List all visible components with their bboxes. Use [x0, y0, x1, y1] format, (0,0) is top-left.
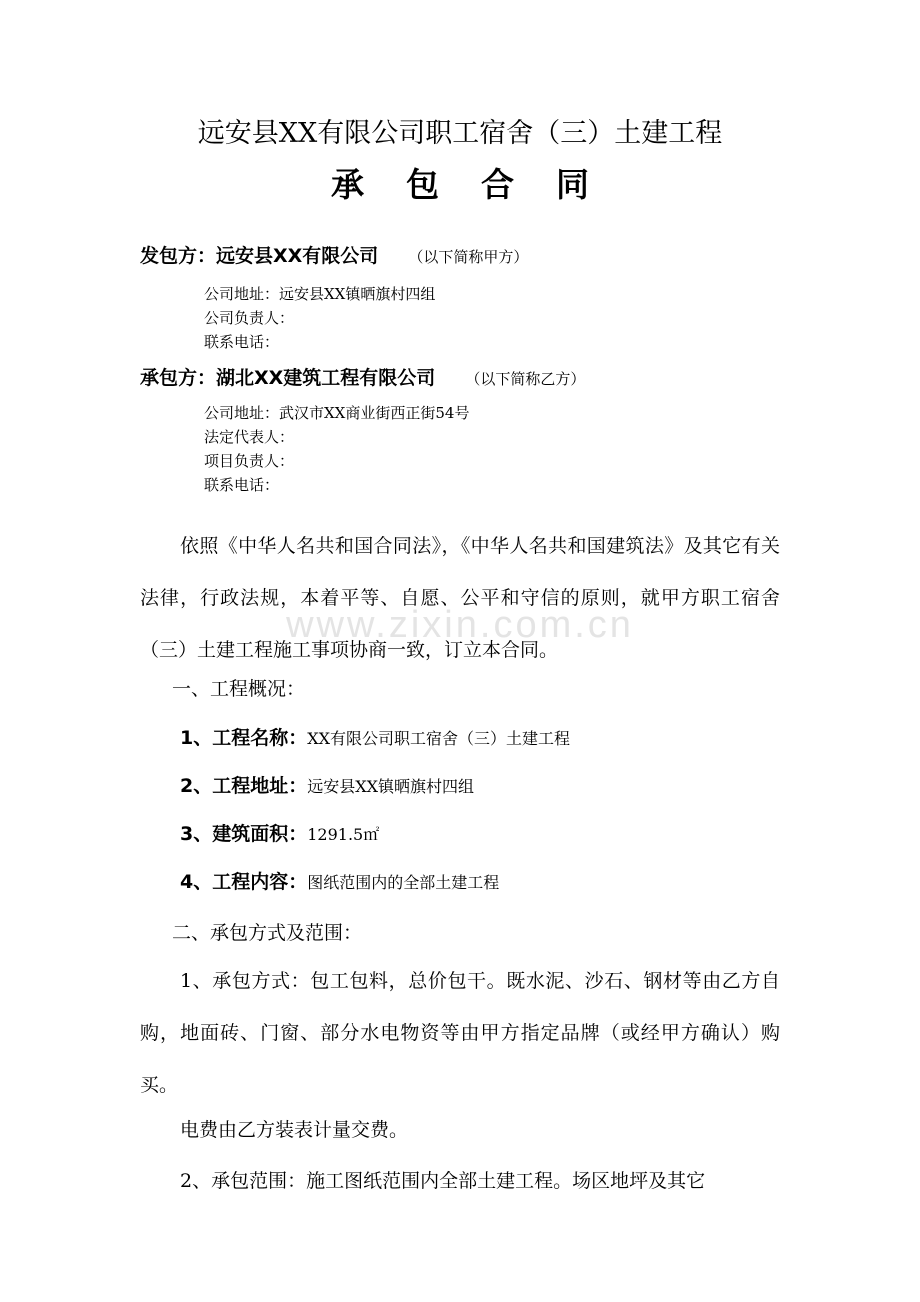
party-a-note: （以下简称甲方）	[408, 248, 529, 266]
contract-scope-paragraph: 2、承包范围：施工图纸范围内全部土建工程。场区地坪及其它	[180, 1170, 706, 1192]
electricity-paragraph: 电费由乙方装表计量交费。	[180, 1119, 409, 1141]
project-item	[180, 771, 474, 802]
item-value: XX有限公司职工宿舍（三）土建工程	[307, 729, 571, 748]
party-b-heading	[140, 364, 585, 393]
project-item	[180, 819, 379, 850]
contract-subtitle: 承包合同	[331, 165, 631, 204]
section2-heading: 二、承包方式及范围：	[172, 922, 363, 944]
item-value: 远安县XX镇晒旗村四组	[307, 777, 475, 796]
party-a-heading	[140, 242, 528, 271]
party-a-address: 公司地址：远安县XX镇晒旗村四组	[204, 285, 436, 303]
party-b-project-lead: 项目负责人：	[204, 452, 295, 470]
party-a-person: 公司负责人：	[204, 309, 295, 327]
party-b-address: 公司地址：武汉市XX商业街西正街54号	[204, 404, 470, 422]
party-b-note: （以下简称乙方）	[465, 370, 586, 388]
party-b-phone: 联系电话：	[204, 476, 280, 494]
watermark: www.zixin.com.cn	[286, 604, 634, 646]
contract-title: 远安县XX有限公司职工宿舍（三）土建工程	[197, 118, 723, 149]
project-item	[180, 867, 499, 898]
contract-mode-paragraph: 1、承包方式：包工包料，总价包干。既水泥、沙石、钢材等由乙方自购，地面砖、门窗、部分水电物资等由甲方指定品牌（或经甲方确认）购买。	[140, 970, 780, 1096]
item-value: 1291.5㎡	[307, 825, 380, 844]
section1-heading: 一、工程概况：	[172, 678, 306, 700]
item-label: 1、工程名称：	[180, 727, 308, 749]
intro-paragraph: 依照《中华人名共和国合同法》，《中华人名共和国建筑法》及其它有关法律，行政法规，本着平等、自愿、公平和守信的原则，就甲方职工宿舍（三）土建工程施工事项协商一致，订立本合同。	[140, 535, 780, 661]
item-label: 4、工程内容：	[180, 871, 308, 893]
item-label: 2、工程地址：	[180, 775, 308, 797]
party-b-name: 承包方：湖北XX建筑工程有限公司	[140, 367, 436, 389]
item-value: 图纸范围内的全部土建工程	[307, 873, 500, 892]
party-b-legal-rep: 法定代表人：	[204, 428, 295, 446]
party-a-name: 发包方：远安县XX有限公司	[140, 245, 379, 267]
project-item	[180, 723, 570, 754]
party-a-phone: 联系电话：	[204, 333, 280, 351]
item-label: 3、建筑面积：	[180, 823, 308, 845]
